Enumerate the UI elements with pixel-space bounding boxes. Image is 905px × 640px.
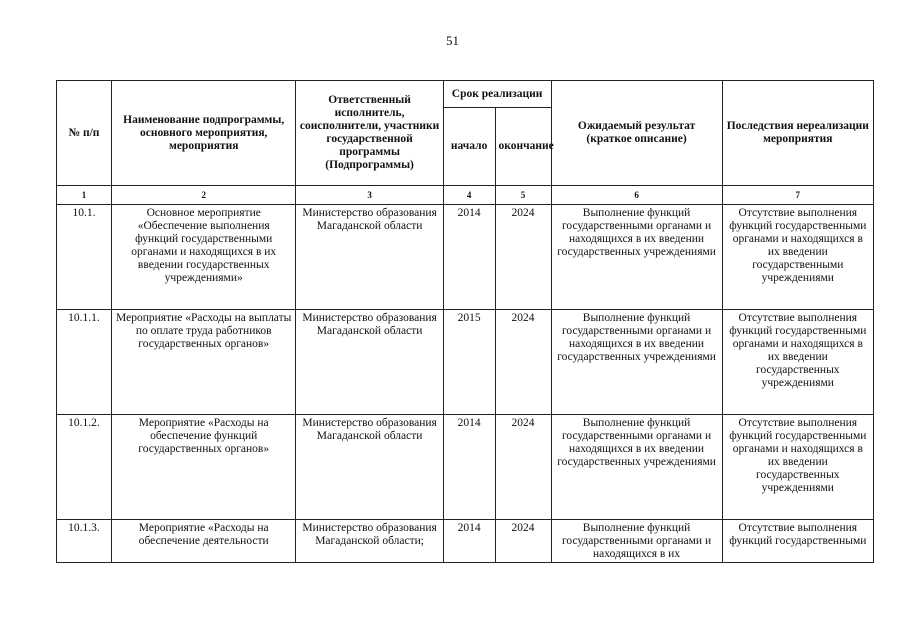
row-start-text: 2014 xyxy=(457,522,481,534)
row-number: 10.1.2. xyxy=(57,415,112,520)
column-number: 2 xyxy=(111,186,296,205)
header-num: № п/п xyxy=(57,81,112,186)
row-name: Мероприятие «Расходы на обеспечение функций государственных органов» xyxy=(111,415,296,520)
row-result xyxy=(551,520,722,563)
column-number-row xyxy=(57,186,874,205)
header-consequences: Последствия нереализации мероприятия xyxy=(722,81,873,186)
header-result: Ожидаемый результат (краткое описание) xyxy=(551,81,722,186)
row-start: 2014 xyxy=(443,205,495,310)
table-row xyxy=(57,415,874,520)
header-executor: Ответственный исполнитель, соисполнители, участники государственной программы (Подпрограммы) xyxy=(296,81,443,186)
row-number xyxy=(57,520,112,563)
row-start: 2014 xyxy=(443,415,495,520)
column-number: 7 xyxy=(722,186,873,205)
row-name xyxy=(111,520,296,563)
row-end: 2024 xyxy=(495,415,551,520)
column-number: 1 xyxy=(57,186,112,205)
row-number-text: 10.1.3. xyxy=(68,522,100,534)
row-executor xyxy=(296,520,443,563)
row-start: 2015 xyxy=(443,310,495,415)
column-number: 4 xyxy=(443,186,495,205)
row-executor: Министерство образования Магаданской области xyxy=(296,205,443,310)
row-consequences: Отсутствие выполнения функций государственными органами и находящихся в их введении государственных учреждениями xyxy=(722,415,873,520)
table-row xyxy=(57,310,874,415)
header-start: начало xyxy=(443,108,495,186)
column-number: 5 xyxy=(495,186,551,205)
row-name: Основное мероприятие «Обеспечение выполнения функций государственными органами и находящихся в их введении государственных учреждениями» xyxy=(111,205,296,310)
row-executor: Министерство образования Магаданской области xyxy=(296,310,443,415)
row-end-text: 2024 xyxy=(511,522,535,534)
header-end: окончание xyxy=(495,108,551,186)
row-name-text: Мероприятие «Расходы на обеспечение деятельности xyxy=(138,522,269,547)
row-number: 10.1.1. xyxy=(57,310,112,415)
row-result: Выполнение функций государственными органами и находящихся в их введении государственных учреждениями xyxy=(551,310,722,415)
row-start xyxy=(443,520,495,563)
row-consequences xyxy=(722,520,873,563)
header-name: Наименование подпрограммы, основного мероприятия, мероприятия xyxy=(111,81,296,186)
row-executor-text: Министерство образования Магаданской области; xyxy=(302,522,437,547)
row-result: Выполнение функций государственными органами и находящихся в их введении государственных учреждениями xyxy=(551,415,722,520)
row-executor: Министерство образования Магаданской области xyxy=(296,415,443,520)
row-consequences: Отсутствие выполнения функций государственными органами и находящихся в их введении государственными учреждениями xyxy=(722,205,873,310)
row-end: 2024 xyxy=(495,310,551,415)
header-period: Срок реализации xyxy=(443,81,551,108)
row-result-text: Выполнение функций государственными органами и находящихся в их xyxy=(561,522,712,560)
row-end xyxy=(495,520,551,563)
row-result: Выполнение функций государственными органами и находящихся в их введении государственных учреждениями xyxy=(551,205,722,310)
table-row xyxy=(57,520,874,563)
measures-table xyxy=(56,80,874,563)
row-consequences: Отсутствие выполнения функций государственными органами и находящихся в их введении государственных учреждениями xyxy=(722,310,873,415)
row-consequences-text: Отсутствие выполнения функций государственными xyxy=(729,522,867,547)
page-number: 51 xyxy=(446,33,459,48)
row-number: 10.1. xyxy=(57,205,112,310)
table-row xyxy=(57,205,874,310)
row-name: Мероприятие «Расходы на выплаты по оплате труда работников государственных органов» xyxy=(111,310,296,415)
column-number: 6 xyxy=(551,186,722,205)
row-end: 2024 xyxy=(495,205,551,310)
column-number: 3 xyxy=(296,186,443,205)
